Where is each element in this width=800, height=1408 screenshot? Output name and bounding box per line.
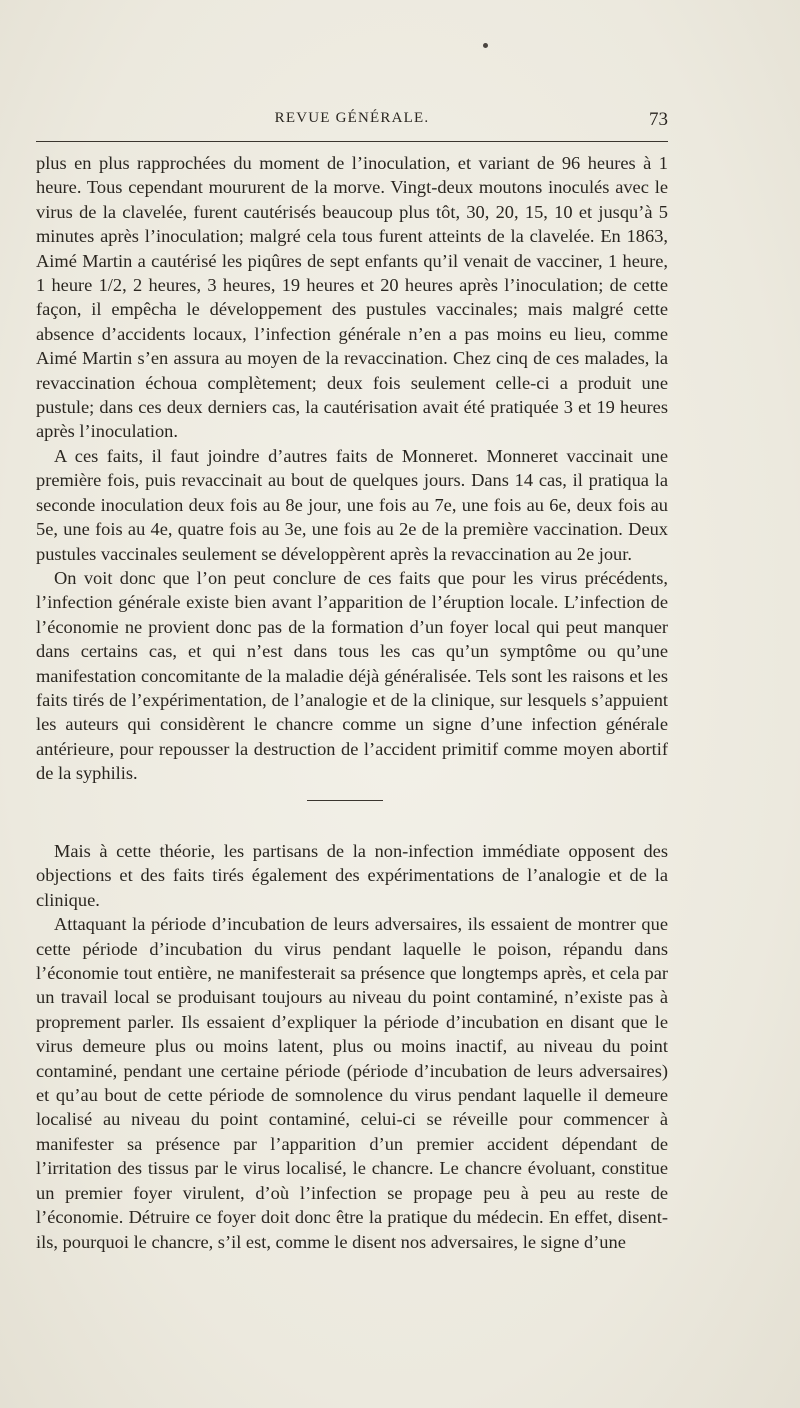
text-section-2 — [36, 839, 668, 1254]
paragraph: Attaquant la période d’incubation de leurs adversaires, ils essaient de montrer que cette période d’incubation du virus pendant laquelle le poison, répandu dans l’économie tout entière, ne manifesterait sa présence que longtemps après, et cela par un travail local se produisant toujours au niveau du point contaminé, n’existe pas à proprement parler. Ils essaient d’expliquer la période d’incubation en disant que le virus demeure plus ou moins latent, plus ou moins inactif, au niveau du point contaminé, pendant une certaine période (période d’incubation de leurs adversaires) et qu’au bout de cette période de somnolence du virus pendant laquelle il demeure localisé au niveau du point contaminé, celui-ci se réveille pour commencer à manifester sa présence par l’apparition d’un premier accident dépendant de l’irritation des tissus par le virus localisé, le chancre. Le chancre évoluant, constitue un premier foyer virulent, d’où l’infection se propage peu à peu au reste de l’économie. Détruire ce foyer doit donc être la pratique du médecin. En effet, disent-ils, pourquoi le chancre, s’il est, comme le disent nos adversaires, le signe d’une — [36, 914, 668, 1252]
paragraph: Mais à cette théorie, les partisans de la non-infection immédiate opposent des objections et des faits tirés également des expérimentations de l’analogie et de la clinique. — [36, 841, 668, 910]
paragraph: On voit donc que l’on peut conclure de ces faits que pour les virus précédents, l’infection générale existe bien avant l’apparition de l’éruption locale. L’infection de l’économie ne provient donc pas de la formation d’un foyer local qui peut manquer dans certains cas, et qui n’est dans tous les cas qu’un symptôme ou qu’une manifestation concomitante de la maladie déjà généralisée. Tels sont les raisons et les faits tirés de l’expérimentation, de l’analogie et de la clinique, sur lesquels s’appuient les auteurs qui considèrent le chancre comme un signe d’une infection générale antérieure, pour repousser la destruction de l’accident primitif comme moyen abortif de la syphilis. — [36, 567, 668, 784]
paragraph: A ces faits, il faut joindre d’autres faits de Monneret. Monneret vaccinait une première fois, puis revaccinait au bout de quelques jours. Dans 14 cas, il pratiqua la seconde inoculation deux fois au 8e jour, une fois au 7e, une fois au 6e, deux fois au 5e, une fois au 4e, quatre fois au 3e, une fois au 2e de la première vaccination. Deux pustules vaccinales seulement se développèrent après la revaccination au 2e jour. — [36, 445, 668, 564]
section-divider — [307, 800, 383, 801]
page-header — [36, 110, 668, 136]
page-number: 73 — [649, 109, 668, 130]
ink-dot — [483, 43, 488, 48]
text-section-1 — [36, 151, 668, 786]
running-title: REVUE GÉNÉRALE. — [274, 110, 430, 126]
header-rule — [36, 141, 668, 142]
paragraph: plus en plus rapprochées du moment de l’inoculation, et variant de 96 heures à 1 heure. Tous cependant moururent de la morve. Vingt-deux moutons inoculés avec le virus de la clavelée, furent cautérisés beaucoup plus tôt, 30, 20, 15, 10 et jusqu’à 5 minutes après l’inoculation; malgré cela tous furent atteints de la clavelée. En 1863, Aimé Martin a cautérisé les piqûres de sept enfants qu’il venait de vacciner, 1 heure, 1 heure 1/2, 2 heures, 3 heures, 19 heures et 20 heures après l’inoculation; de cette façon, il empêcha le développement des pustules vaccinales; mais malgré cette absence d’accidents locaux, l’infection générale n’en a pas moins eu lieu, comme Aimé Martin s’en assura au moyen de la revaccination. Chez cinq de ces malades, la revaccination échoua complètement; deux fois seulement celle-ci a produit une pustule; dans ces deux derniers cas, la cautérisation avait été pratiquée 3 et 19 heures après l’inoculation. — [36, 153, 668, 442]
